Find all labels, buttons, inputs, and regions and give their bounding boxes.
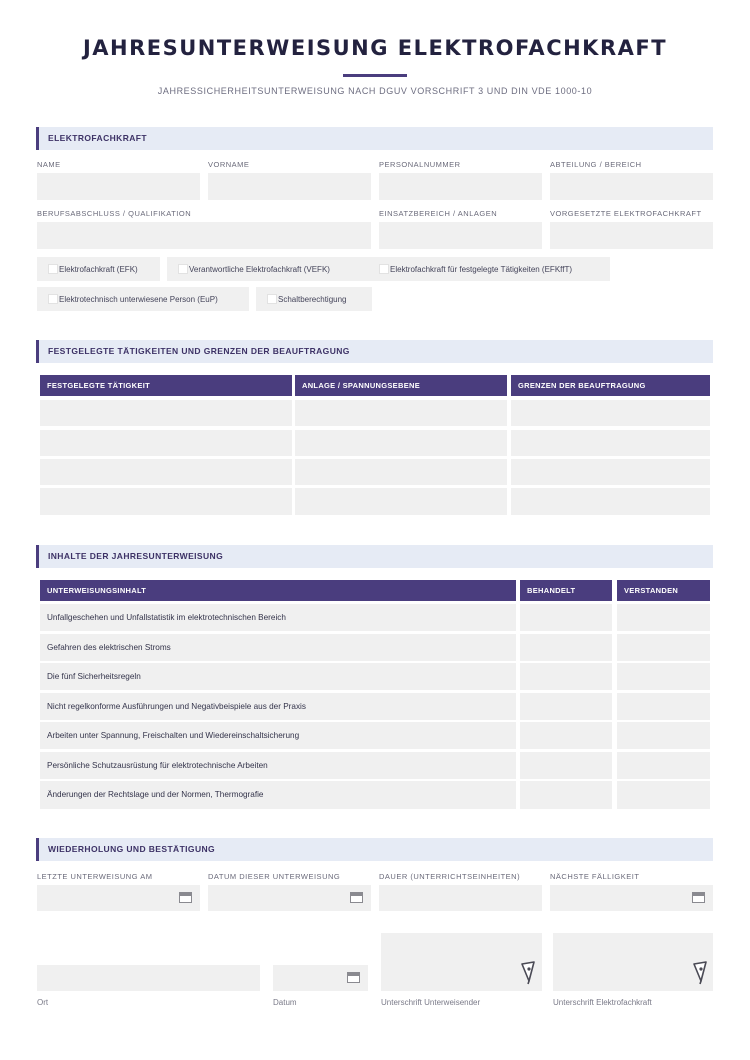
unterschrift-unterweisender-label: Unterschrift Unterweisender bbox=[381, 998, 481, 1007]
checkbox-box[interactable] bbox=[48, 264, 58, 274]
topic-text: Arbeiten unter Spannung, Freischalten und Wiedereinschaltsicherung bbox=[47, 731, 300, 740]
unterschrift-elektrofachkraft-label: Unterschrift Elektrofachkraft bbox=[553, 998, 652, 1007]
verstanden-cell[interactable] bbox=[617, 604, 710, 631]
table-cell[interactable] bbox=[40, 430, 292, 456]
datum-label: Datum bbox=[273, 998, 297, 1007]
pen-nib-icon bbox=[692, 961, 708, 985]
checkbox-box[interactable] bbox=[379, 264, 389, 274]
taetigkeiten-table bbox=[40, 375, 710, 516]
checkbox-label: Verantwortliche Elektrofachkraft (VEFK) bbox=[189, 265, 330, 274]
calendar-icon[interactable] bbox=[179, 892, 192, 903]
name-field[interactable] bbox=[37, 173, 200, 200]
einsatzbereich-field[interactable] bbox=[379, 222, 542, 249]
signature-elektrofachkraft-field[interactable] bbox=[553, 933, 713, 991]
table-cell[interactable] bbox=[511, 488, 710, 515]
table-cell[interactable] bbox=[511, 459, 710, 485]
behandelt-cell[interactable] bbox=[520, 634, 612, 661]
topic-text: Gefahren des elektrischen Stroms bbox=[47, 643, 171, 652]
column-header: ANLAGE / SPANNUNGSEBENE bbox=[295, 375, 507, 396]
section-title: ELEKTROFACHKRAFT bbox=[48, 133, 147, 143]
vorname-label: VORNAME bbox=[208, 160, 250, 169]
table-cell[interactable] bbox=[295, 430, 507, 456]
vorname-field[interactable] bbox=[208, 173, 371, 200]
column-header: UNTERWEISUNGSINHALT bbox=[40, 580, 516, 601]
topic-text: Die fünf Sicherheitsregeln bbox=[47, 672, 141, 681]
dauer-field[interactable] bbox=[379, 885, 542, 911]
checkbox-eup[interactable] bbox=[37, 287, 249, 311]
table-cell[interactable] bbox=[40, 488, 292, 515]
einsatzbereich-label: EINSATZBEREICH / ANLAGEN bbox=[379, 209, 498, 218]
checkbox-label: Elektrofachkraft (EFK) bbox=[59, 265, 138, 274]
table-row bbox=[40, 663, 516, 690]
section-header-taetigkeiten bbox=[36, 340, 713, 363]
calendar-icon[interactable] bbox=[692, 892, 705, 903]
column-header: VERSTANDEN bbox=[617, 580, 710, 601]
pen-nib-icon bbox=[520, 961, 536, 985]
naechste-faelligkeit-label: NÄCHSTE FÄLLIGKEIT bbox=[550, 872, 640, 881]
checkbox-schaltberechtigung[interactable] bbox=[256, 287, 372, 311]
checkbox-label: Schaltberechtigung bbox=[278, 295, 347, 304]
section-header-elektrofachkraft bbox=[36, 127, 713, 150]
verstanden-cell[interactable] bbox=[617, 752, 710, 779]
topic-text: Nicht regelkonforme Ausführungen und Negativbeispiele aus der Praxis bbox=[47, 702, 306, 711]
letzte-unterweisung-field[interactable] bbox=[37, 885, 200, 911]
calendar-icon[interactable] bbox=[347, 972, 360, 983]
checkbox-box[interactable] bbox=[178, 264, 188, 274]
ort-label: Ort bbox=[37, 998, 49, 1007]
table-row bbox=[40, 634, 516, 661]
checkbox-efk[interactable] bbox=[37, 257, 160, 281]
column-header: FESTGELEGTE TÄTIGKEIT bbox=[40, 375, 292, 396]
page-title: JAHRESUNTERWEISUNG ELEKTROFACHKRAFT bbox=[82, 36, 668, 60]
table-row bbox=[40, 604, 516, 631]
qualifikation-label: BERUFSABSCHLUSS / QUALIFIKATION bbox=[37, 209, 192, 218]
abteilung-label: ABTEILUNG / BEREICH bbox=[550, 160, 642, 169]
checkbox-box[interactable] bbox=[267, 294, 277, 304]
verstanden-cell[interactable] bbox=[617, 634, 710, 661]
name-label: NAME bbox=[37, 160, 61, 169]
table-row bbox=[40, 722, 516, 749]
column-header: BEHANDELT bbox=[520, 580, 612, 601]
table-cell[interactable] bbox=[511, 400, 710, 426]
checkbox-label: Elektrofachkraft für festgelegte Tätigkeiten (EFKffT) bbox=[390, 265, 573, 274]
table-cell[interactable] bbox=[295, 488, 507, 515]
ort-field[interactable] bbox=[37, 965, 260, 991]
abteilung-field[interactable] bbox=[550, 173, 713, 200]
table-cell[interactable] bbox=[511, 430, 710, 456]
datum-dieser-unterweisung-label: DATUM DIESER UNTERWEISUNG bbox=[208, 872, 341, 881]
table-row bbox=[40, 693, 516, 720]
page-subtitle: JAHRESSICHERHEITSUNTERWEISUNG NACH DGUV VORSCHRIFT 3 UND DIN VDE 1000-10 bbox=[157, 86, 593, 96]
vorgesetzte-label: VORGESETZTE ELEKTROFACHKRAFT bbox=[550, 209, 702, 218]
topic-text: Änderungen der Rechtslage und der Normen, Thermografie bbox=[47, 790, 264, 799]
calendar-icon[interactable] bbox=[350, 892, 363, 903]
table-row bbox=[40, 781, 516, 809]
behandelt-cell[interactable] bbox=[520, 752, 612, 779]
signature-unterweisender-field[interactable] bbox=[381, 933, 542, 991]
section-title: WIEDERHOLUNG UND BESTÄTIGUNG bbox=[48, 844, 216, 854]
checkbox-label: Elektrotechnisch unterwiesene Person (EuP) bbox=[59, 295, 218, 304]
topic-text: Unfallgeschehen und Unfallstatistik im elektrotechnischen Bereich bbox=[47, 613, 286, 622]
inhalte-table bbox=[40, 580, 710, 810]
column-header: GRENZEN DER BEAUFTRAGUNG bbox=[511, 375, 710, 396]
qualifikation-field[interactable] bbox=[37, 222, 371, 249]
section-header-bestaetigung bbox=[36, 838, 713, 861]
signature-datum-field[interactable] bbox=[273, 965, 368, 991]
dauer-label: DAUER (UNTERRICHTSEINHEITEN) bbox=[379, 872, 521, 881]
table-cell[interactable] bbox=[295, 459, 507, 485]
checkbox-box[interactable] bbox=[48, 294, 58, 304]
personalnummer-field[interactable] bbox=[379, 173, 542, 200]
table-cell[interactable] bbox=[40, 400, 292, 426]
verstanden-cell[interactable] bbox=[617, 781, 710, 809]
behandelt-cell[interactable] bbox=[520, 604, 612, 631]
table-cell[interactable] bbox=[295, 400, 507, 426]
section-header-inhalte bbox=[36, 545, 713, 568]
verstanden-cell[interactable] bbox=[617, 663, 710, 690]
behandelt-cell[interactable] bbox=[520, 781, 612, 809]
behandelt-cell[interactable] bbox=[520, 722, 612, 749]
section-title: FESTGELEGTE TÄTIGKEITEN UND GRENZEN DER BEAUFTRAGUNG bbox=[48, 346, 350, 356]
naechste-faelligkeit-field[interactable] bbox=[550, 885, 713, 911]
verstanden-cell[interactable] bbox=[617, 693, 710, 720]
datum-dieser-unterweisung-field[interactable] bbox=[208, 885, 371, 911]
verstanden-cell[interactable] bbox=[617, 722, 710, 749]
vorgesetzte-field[interactable] bbox=[550, 222, 713, 249]
behandelt-cell[interactable] bbox=[520, 693, 612, 720]
checkbox-efkfft[interactable] bbox=[368, 257, 610, 281]
section-title: INHALTE DER JAHRESUNTERWEISUNG bbox=[48, 551, 224, 561]
table-cell[interactable] bbox=[40, 459, 292, 485]
letzte-unterweisung-label: LETZTE UNTERWEISUNG AM bbox=[37, 872, 153, 881]
checkbox-vefk[interactable] bbox=[167, 257, 371, 281]
behandelt-cell[interactable] bbox=[520, 663, 612, 690]
topic-text: Persönliche Schutzausrüstung für elektrotechnische Arbeiten bbox=[47, 761, 268, 770]
personalnummer-label: PERSONALNUMMER bbox=[379, 160, 461, 169]
title-underline bbox=[343, 74, 407, 77]
table-row bbox=[40, 752, 516, 779]
